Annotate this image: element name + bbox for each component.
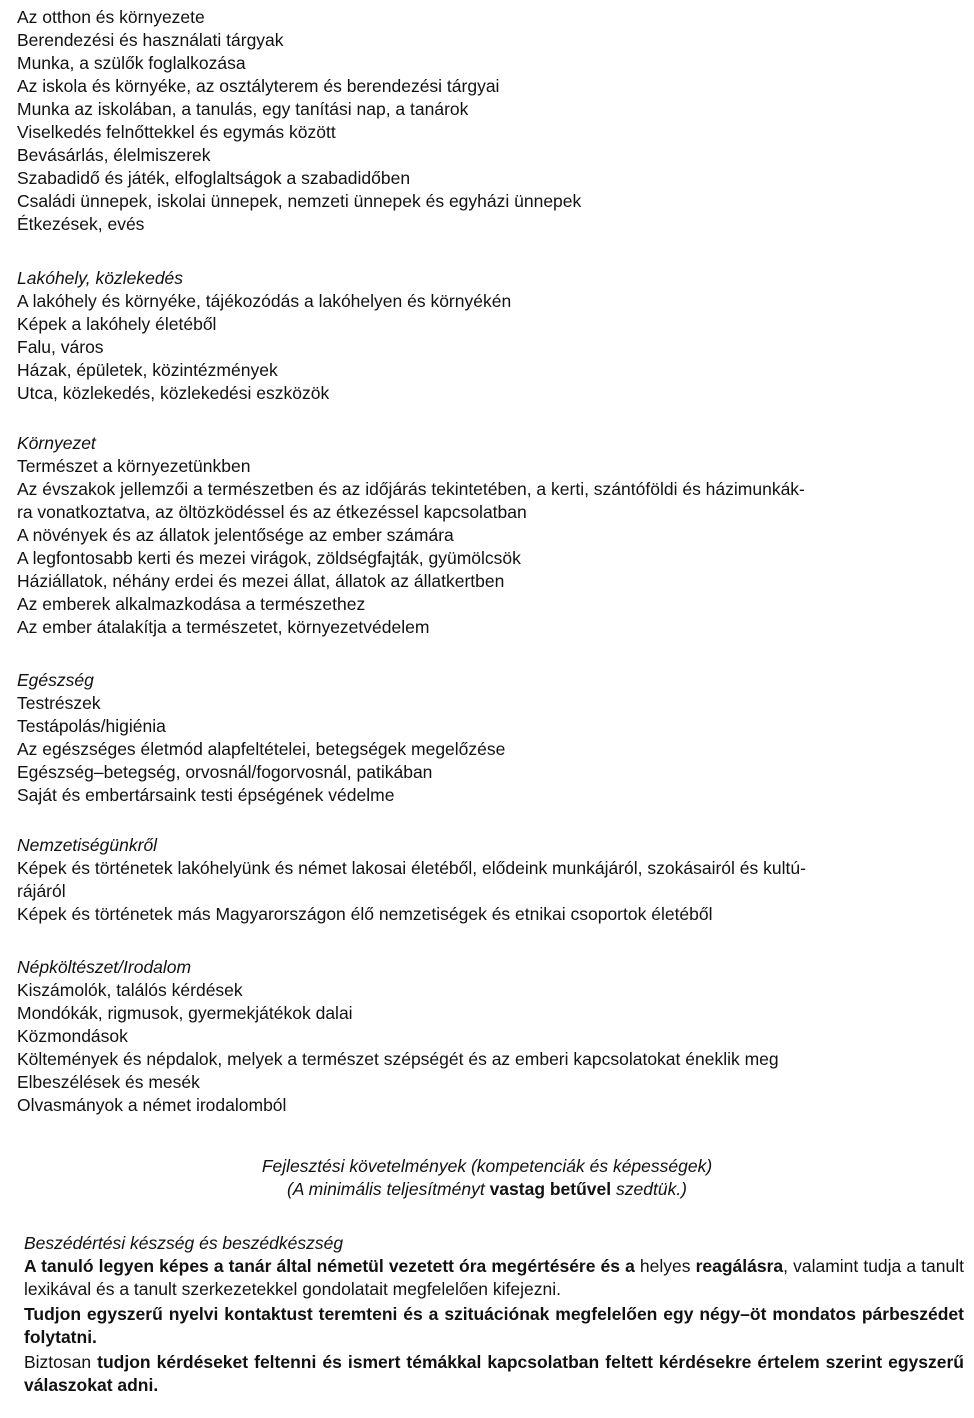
list-item: Természet a környezetünkben: [17, 456, 251, 476]
section-speech: [24, 1232, 964, 1397]
intro-list: [17, 6, 962, 236]
list-item: Családi ünnepek, iskolai ünnepek, nemzeti ünnepek és egyházi ünnepek: [17, 191, 582, 211]
list-item: ra vonatkoztatva, az öltözködéssel és az étkezéssel kapcsolatban: [17, 502, 527, 522]
list-item: A növények és az állatok jelentősége az ember számára: [17, 525, 454, 545]
section-heading: Népköltészet/Irodalom: [17, 957, 192, 977]
list-item: Az egészséges életmód alapfeltételei, betegségek megelőzése: [17, 739, 506, 759]
list-item: Étkezések, evés: [17, 214, 145, 234]
paragraph: A tanuló legyen képes a tanár által németül vezetett óra megértésére és a helyes reagálásra, valamint tudja a tanult lexikával és a tanult szerkezetekkel gondolatait megfelelően kifejezni.: [24, 1256, 964, 1299]
section-heading: Lakóhely, közlekedés: [17, 268, 184, 288]
section-irodalom: [17, 956, 962, 1117]
requirements-title-line2: (A minimális teljesítményt vastag betűvel szedtük.): [286, 1179, 688, 1199]
section-egeszseg: [17, 669, 962, 807]
list-item: Képek és történetek más Magyarországon élő nemzetiségek és etnikai csoportok életéből: [17, 904, 713, 924]
list-item: Elbeszélések és mesék: [17, 1072, 200, 1092]
bold-note: vastag betűvel: [489, 1179, 612, 1199]
list-item: Kiszámolók, találós kérdések: [17, 980, 243, 1000]
section-heading: Nemzetiségünkről: [17, 835, 158, 855]
list-item: Utca, közlekedés, közlekedési eszközök: [17, 383, 330, 403]
list-item: Bevásárlás, élelmiszerek: [17, 145, 211, 165]
list-item: Háziállatok, néhány erdei és mezei állat, állatok az állatkertben: [17, 571, 505, 591]
section-lakohely: [17, 267, 962, 405]
paragraph: Tudjon egyszerű nyelvi kontaktust teremteni és a szituációnak megfelelően egy négy–öt mondatos párbeszédet folytatni.: [24, 1304, 964, 1347]
list-item: Testrészek: [17, 693, 101, 713]
list-item: Mondókák, rigmusok, gyermekjátékok dalai: [17, 1003, 353, 1023]
list-item: Képek a lakóhely életéből: [17, 314, 217, 334]
list-item: Az iskola és környéke, az osztályterem és berendezési tárgyai: [17, 76, 500, 96]
list-item: Munka, a szülők foglalkozása: [17, 53, 246, 73]
list-item: Saját és embertársaink testi épségének védelme: [17, 785, 395, 805]
list-item: Az otthon és környezete: [17, 7, 205, 27]
list-item: Testápolás/higiénia: [17, 716, 166, 736]
list-item: Az emberek alkalmazkodása a természethez: [17, 594, 366, 614]
list-item: Munka az iskolában, a tanulás, egy tanítási nap, a tanárok: [17, 99, 469, 119]
list-item: Költemények és népdalok, melyek a természet szépségét és az emberi kapcsolatokat éneklik meg: [17, 1049, 779, 1069]
list-item: A lakóhely és környéke, tájékozódás a lakóhelyen és környékén: [17, 291, 512, 311]
list-item: Berendezési és használati tárgyak: [17, 30, 284, 50]
section-heading: Egészség: [17, 670, 94, 690]
list-item: Egészség–betegség, orvosnál/fogorvosnál, patikában: [17, 762, 433, 782]
list-item: Az ember átalakítja a természetet, környezetvédelem: [17, 617, 430, 637]
list-item: Az évszakok jellemzői a természetben és az időjárás tekintetében, a kerti, szántóföldi és házimunkák-: [17, 479, 805, 499]
list-item: Falu, város: [17, 337, 104, 357]
requirements-title-line1: Fejlesztési követelmények (kompetenciák és képességek): [261, 1156, 713, 1176]
list-item: Házak, épületek, közintézmények: [17, 360, 278, 380]
section-nemzetiseg: [17, 834, 962, 926]
list-item: A legfontosabb kerti és mezei virágok, zöldségfajták, gyümölcsök: [17, 548, 521, 568]
section-heading: Környezet: [17, 433, 96, 453]
requirements-title: [0, 1155, 974, 1201]
list-item: Szabadidő és játék, elfoglaltságok a szabadidőben: [17, 168, 411, 188]
paragraph: Biztosan tudjon kérdéseket feltenni és ismert témákkal kapcsolatban feltett kérdésekre értelem szerint egyszerű válaszokat adni.: [24, 1352, 964, 1395]
list-item: Képek és történetek lakóhelyünk és német lakosai életéből, elődeink munkájáról, szokásairól és kultú-: [17, 858, 806, 878]
section-heading: Beszédértési készség és beszédkészség: [24, 1233, 344, 1253]
list-item: Olvasmányok a német irodalomból: [17, 1095, 287, 1115]
list-item: Viselkedés felnőttekkel és egymás között: [17, 122, 336, 142]
section-kornyezet: [17, 432, 962, 639]
list-item: rájáról: [17, 881, 66, 901]
list-item: Közmondások: [17, 1026, 128, 1046]
